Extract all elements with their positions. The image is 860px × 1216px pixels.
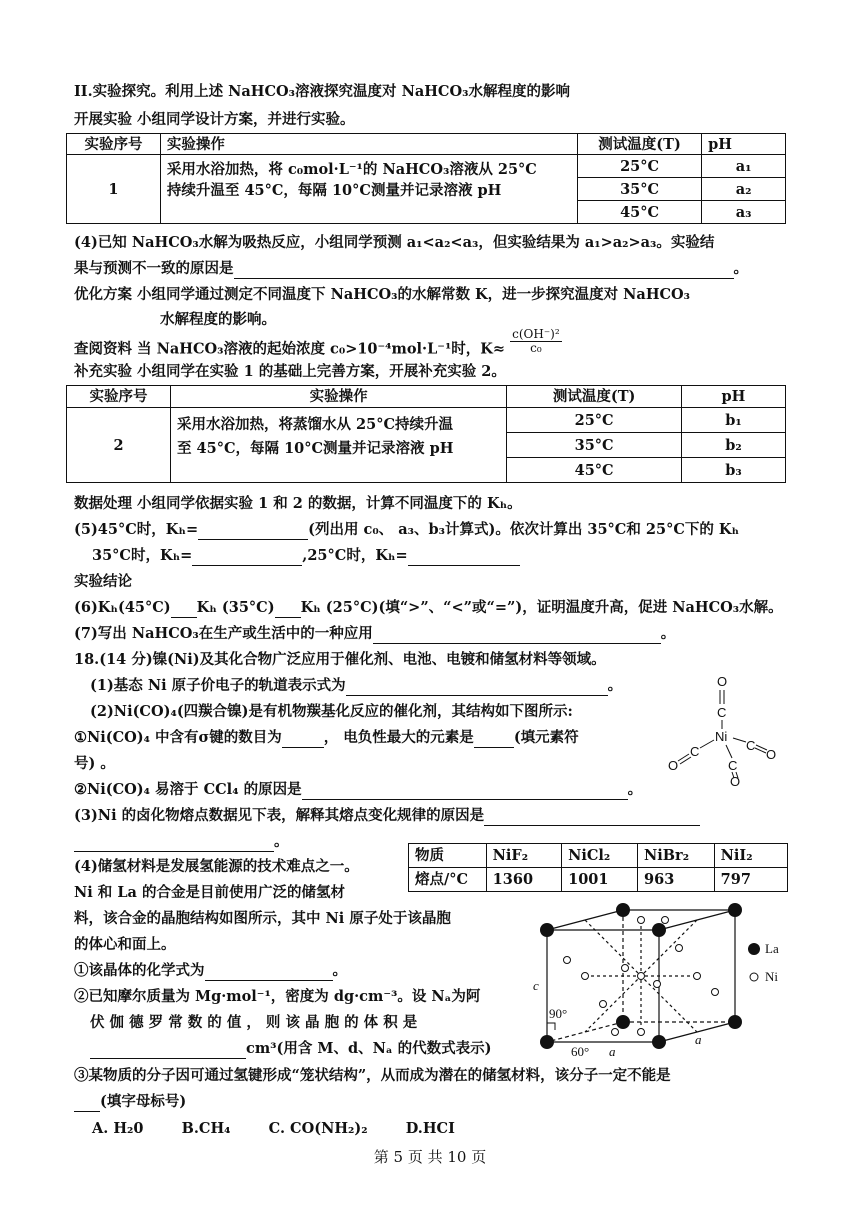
page-footer: 第 5 页 共 10 页 xyxy=(373,1148,487,1166)
option-b: B.CH₄ xyxy=(181,1120,231,1137)
mp-value: 797 xyxy=(714,868,787,892)
mol-o-left: O xyxy=(668,758,679,773)
q18-3: (3)Ni 的卤化物熔点数据见下表，解释其熔点变化规律的原因是 xyxy=(74,806,700,826)
q18-4-line1: (4)储氢材料是发展氢能源的技术难点之一。 xyxy=(74,858,359,875)
element-blank[interactable] xyxy=(474,731,514,748)
t1-header-temp: 测试温度(T) xyxy=(577,134,701,155)
t2-header-temp: 测试温度(T) xyxy=(507,386,682,408)
formula-blank[interactable] xyxy=(205,964,333,981)
experiment-2-table xyxy=(66,385,786,483)
q18-2-i: ①Ni(CO)₄ 中含有σ键的数目为 ， 电负性最大的元素是 (填元素符 xyxy=(74,729,579,746)
t2-header-ph: pH xyxy=(681,386,785,408)
q18-4-line3: 料，该合金的晶胞结构如图所示，其中 Ni 原子处于该晶胞 xyxy=(74,910,451,927)
conclusion-heading: 实验结论 xyxy=(74,573,132,590)
q6-blank-2[interactable] xyxy=(275,601,301,618)
mp-value: 1001 xyxy=(562,868,638,892)
q18-4-i: ①该晶体的化学式为 。 xyxy=(74,962,347,979)
mol-ni: Ni xyxy=(715,729,728,744)
t1-ph: a₂ xyxy=(702,178,786,201)
legend-ni-dot xyxy=(750,973,758,981)
q18-title: 18.(14 分)镍(Ni)及其化合物广泛应用于催化剂、电池、电镀和储氢材料等领域。 xyxy=(74,651,606,668)
section-title: II.实验探究。利用上述 NaHCO₃溶液探究温度对 NaHCO₃水解程度的影响 xyxy=(74,83,570,100)
sigma-bond-blank[interactable] xyxy=(282,731,324,748)
mol-c-left: C xyxy=(690,744,700,759)
q4-line1: (4)已知 NaHCO₃水解为吸热反应，小组同学预测 a₁<a₂<a₃，但实验结果为 a₁>a₂>a₃。实验结 xyxy=(74,234,715,251)
q18-4-line2: Ni 和 La 的合金是目前使用广泛的储氢材 xyxy=(74,884,345,901)
experiment-1-table xyxy=(66,133,786,224)
q5-line2: 35°C时，Kₕ= ,25°C时，Kₕ= xyxy=(92,546,520,566)
q18-2: (2)Ni(CO)₄(四羰合镍)是有机物羰基化反应的催化剂，其结构如下图所示: xyxy=(90,703,573,720)
q5-blank-35[interactable] xyxy=(192,549,302,566)
mol-o-right: O xyxy=(766,747,777,762)
t1-temp: 25°C xyxy=(577,155,701,178)
q18-3-blank[interactable] xyxy=(484,809,700,826)
melting-point-table xyxy=(408,843,788,892)
mol-c-bottom: C xyxy=(728,758,738,773)
t2-temp: 35°C xyxy=(507,433,682,458)
option-blank[interactable] xyxy=(74,1095,100,1112)
option-a: A. H₂0 xyxy=(92,1120,144,1137)
t1-seq: 1 xyxy=(67,155,161,224)
mol-c-right: C xyxy=(746,738,756,753)
q18-4-ii-line2: 伏 伽 德 罗 常 数 的 值 ， 则 该 晶 胞 的 体 积 是 xyxy=(90,1014,418,1031)
mp-header: NiF₂ xyxy=(486,844,561,868)
t1-op-line1: 采用水浴加热，将 c₀mol·L⁻¹的 NaHCO₃溶液从 25°C xyxy=(166,161,537,178)
mol-c-top: C xyxy=(717,705,727,720)
la-ni-unit-cell xyxy=(525,892,790,1060)
t2-ph: b₂ xyxy=(681,433,785,458)
q5-blank-25[interactable] xyxy=(408,549,520,566)
data-processing-line: 数据处理 小组同学依据实验 1 和 2 的数据，计算不同温度下的 Kₕ。 xyxy=(74,495,522,512)
t2-temp: 25°C xyxy=(507,408,682,433)
t2-ph: b₁ xyxy=(681,408,785,433)
reference-line: 查阅资料 当 NaHCO₃溶液的起始浓度 c₀>10⁻⁴mol·L⁻¹时，K≈ $\frac{\text{c(OH⁻)²}}{\text{c₀}}$ xyxy=(74,327,560,358)
q18-3-cont: 。 xyxy=(74,832,289,852)
q18-4-ii-line3: cm³(用含 M、d、Nₐ 的代数式表示) xyxy=(90,1039,492,1059)
q18-2-i-cont: 号) 。 xyxy=(74,755,115,772)
q18-2-ii-blank[interactable] xyxy=(302,783,628,800)
t2-operation xyxy=(171,408,507,483)
mp-value: 963 xyxy=(638,868,715,892)
t1-temp: 45°C xyxy=(577,201,701,224)
q5-line1: (5)45°C时，Kₕ= (列出用 c₀、 a₃、b₃计算式)。依次计算出 35°C和 25°C下的 Kₕ xyxy=(74,521,740,538)
t2-header-seq: 实验序号 xyxy=(67,386,171,408)
t1-operation xyxy=(160,155,577,224)
cell-label-a2: a xyxy=(695,1032,702,1047)
q7-line: (7)写出 NaHCO₃在生产或生活中的一种应用 。 xyxy=(74,625,676,642)
legend-la-dot xyxy=(748,943,760,955)
q4-line2: 果与预测不一致的原因是 。 xyxy=(74,260,748,277)
experiment-intro: 开展实验 小组同学设计方案，并进行实验。 xyxy=(74,111,355,128)
mol-o-top: O xyxy=(717,674,728,689)
q18-4-iii-line1: ③某物质的分子因可通过氢键形成“笼状结构”，从而成为潜在的储氢材料，该分子一定不能是 xyxy=(74,1067,671,1084)
t2-ph: b₃ xyxy=(681,458,785,483)
t1-op-line2: 持续升温至 45°C，每隔 10°C测量并记录溶液 pH xyxy=(166,182,502,199)
cell-label-a1: a xyxy=(609,1044,616,1059)
q18-4-ii-line1: ②已知摩尔质量为 Mg·mol⁻¹，密度为 dg·cm⁻³。设 Nₐ为阿 xyxy=(74,988,481,1005)
mp-value: 1360 xyxy=(486,868,561,892)
k-fraction: $\frac{\text{c(OH⁻)²}}{\text{c₀}}$ xyxy=(512,327,560,355)
supplement-line: 补充实验 小组同学在实验 1 的基础上完善方案，开展补充实验 2。 xyxy=(74,363,506,380)
mp-row-label: 熔点/°C xyxy=(409,868,487,892)
legend-la-label: La xyxy=(765,941,779,956)
cell-label-c: c xyxy=(533,978,539,993)
legend-ni-label: Ni xyxy=(765,969,778,984)
t1-temp: 35°C xyxy=(577,178,701,201)
q7-answer-blank[interactable] xyxy=(373,627,661,644)
options-row xyxy=(92,1119,455,1139)
q5-blank-45[interactable] xyxy=(198,523,308,540)
mp-header: NiCl₂ xyxy=(562,844,638,868)
t2-seq: 2 xyxy=(67,408,171,483)
t2-temp: 45°C xyxy=(507,458,682,483)
t1-header-seq: 实验序号 xyxy=(67,134,161,155)
ni-co4-structure xyxy=(660,668,790,786)
t2-op-line1: 采用水浴加热，将蒸馏水从 25°C持续升温 xyxy=(177,416,454,433)
optimize-line1: 优化方案 小组同学通过测定不同温度下 NaHCO₃的水解常数 K，进一步探究温度对 NaHCO₃ xyxy=(74,286,691,303)
t2-header-op: 实验操作 xyxy=(171,386,507,408)
t1-ph: a₃ xyxy=(702,201,786,224)
t1-header-ph: pH xyxy=(702,134,786,155)
q18-1-blank[interactable] xyxy=(346,679,608,696)
optimize-line2: 水解程度的影响。 xyxy=(160,311,276,328)
t1-ph: a₁ xyxy=(702,155,786,178)
q18-3-blank-2[interactable] xyxy=(74,835,274,852)
q18-1: (1)基态 Ni 原子价电子的轨道表示式为 。 xyxy=(90,677,623,694)
mp-header: 物质 xyxy=(409,844,487,868)
q18-4-iii-line2: (填字母标号) xyxy=(74,1092,186,1112)
cell-label-60: 60° xyxy=(571,1044,590,1059)
mp-header: NiI₂ xyxy=(714,844,787,868)
mp-header: NiBr₂ xyxy=(638,844,715,868)
t1-header-op: 实验操作 xyxy=(160,134,577,155)
volume-blank[interactable] xyxy=(90,1042,246,1059)
option-d: D.HCI xyxy=(405,1120,455,1137)
q6-line: (6)Kₕ(45°C) Kₕ (35°C) Kₕ (25°C)(填“>”、“<”或“=”)，证明温度升高，促进 NaHCO₃水解。 xyxy=(74,599,783,616)
t2-op-line2: 至 45°C，每隔 10°C测量并记录溶液 pH xyxy=(177,440,454,457)
q6-blank-1[interactable] xyxy=(171,601,197,618)
mol-o-bottom: O xyxy=(730,774,741,786)
q4-answer-blank[interactable] xyxy=(234,262,734,279)
cell-label-90: 90° xyxy=(549,1006,568,1021)
option-c: C. CO(NH₂)₂ xyxy=(268,1120,368,1137)
q18-4-line4: 的体心和面上。 xyxy=(74,936,176,953)
q18-2-ii: ②Ni(CO)₄ 易溶于 CCl₄ 的原因是 。 xyxy=(74,781,643,798)
